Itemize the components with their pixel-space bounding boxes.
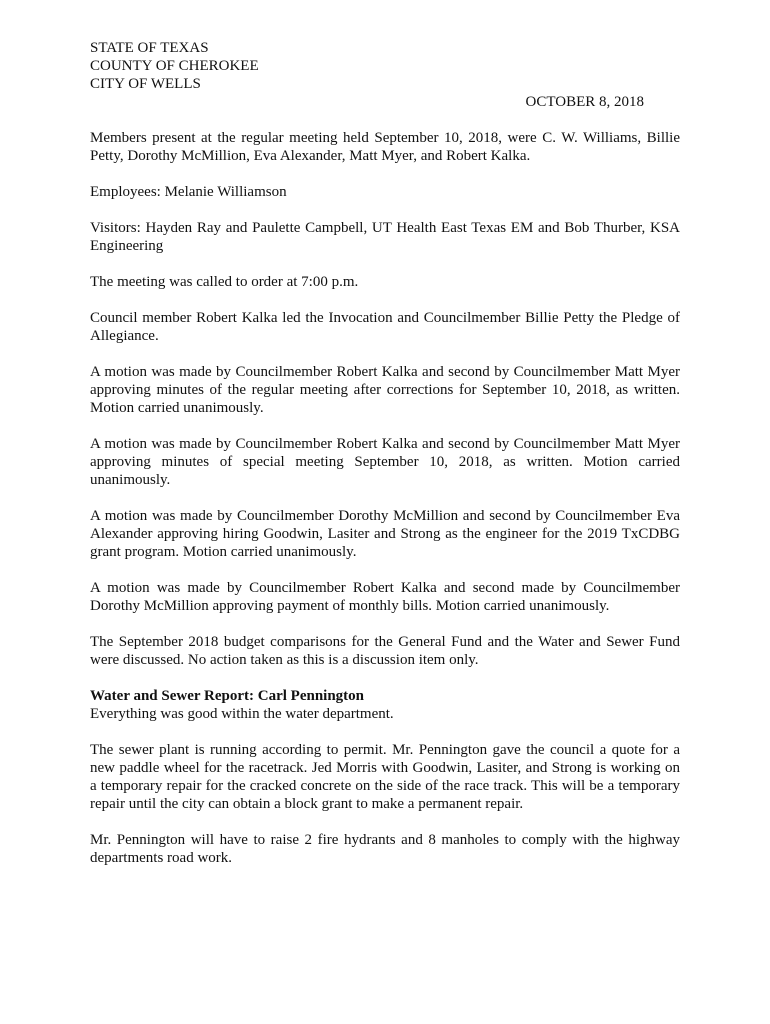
members-present-paragraph: Members present at the regular meeting held September 10, 2018, were C. W. Williams, Billie Petty, Dorothy McMillion, Eva Alexander, Matt Myer, and Robert Kalka. bbox=[90, 130, 680, 164]
hydrants-paragraph: Mr. Pennington will have to raise 2 fire hydrants and 8 manholes to comply with the highway departments road work. bbox=[90, 832, 680, 866]
visitors-paragraph: Visitors: Hayden Ray and Paulette Campbell, UT Health East Texas EM and Bob Thurber, KSA Engineering bbox=[90, 220, 680, 254]
sewer-plant-paragraph: The sewer plant is running according to permit. Mr. Pennington gave the council a quote for a new paddle wheel for the racetrack. Jed Morris with Goodwin, Lasiter, and Strong is working on a temporary repair for the cracked concrete on the side of the race track. This will be a temporary repair until the city can obtain a block grant to make a permanent repair. bbox=[90, 742, 680, 812]
state-line: STATE OF TEXAS bbox=[90, 40, 209, 56]
invocation-paragraph: Council member Robert Kalka led the Invocation and Councilmember Billie Petty the Pledge of Allegiance. bbox=[90, 310, 680, 344]
document-header bbox=[90, 39, 680, 111]
water-sewer-section bbox=[90, 687, 680, 867]
call-to-order-paragraph: The meeting was called to order at 7:00 p.m. bbox=[90, 274, 359, 290]
water-department-paragraph: Everything was good within the water department. bbox=[90, 706, 394, 722]
budget-paragraph: The September 2018 budget comparisons for the General Fund and the Water and Sewer Fund were discussed. No action taken as this is a discussion item only. bbox=[90, 634, 680, 668]
employees-paragraph: Employees: Melanie Williamson bbox=[90, 184, 287, 200]
water-sewer-heading: Water and Sewer Report: Carl Pennington bbox=[90, 688, 365, 704]
motion-minutes-regular-paragraph: A motion was made by Councilmember Robert Kalka and second by Councilmember Matt Myer approving minutes of the regular meeting after corrections for September 10, 2018, as written. Motion carried unanimously. bbox=[90, 364, 680, 416]
city-line: CITY OF WELLS bbox=[90, 76, 201, 92]
motion-engineer-paragraph: A motion was made by Councilmember Dorothy McMillion and second by Councilmember Eva Alexander approving hiring Goodwin, Lasiter and Strong as the engineer for the 2019 TxCDBG grant program. Motion carried unanimously. bbox=[90, 508, 680, 560]
meeting-date: OCTOBER 8, 2018 bbox=[525, 94, 644, 110]
motion-bills-paragraph: A motion was made by Councilmember Robert Kalka and second made by Councilmember Dorothy McMillion approving payment of monthly bills. Motion carried unanimously. bbox=[90, 580, 680, 614]
motion-minutes-special-paragraph: A motion was made by Councilmember Robert Kalka and second by Councilmember Matt Myer approving minutes of special meeting September 10, 2018, as written. Motion carried unanimously. bbox=[90, 436, 680, 488]
county-line: COUNTY OF CHEROKEE bbox=[90, 58, 259, 74]
document-body bbox=[90, 39, 680, 867]
